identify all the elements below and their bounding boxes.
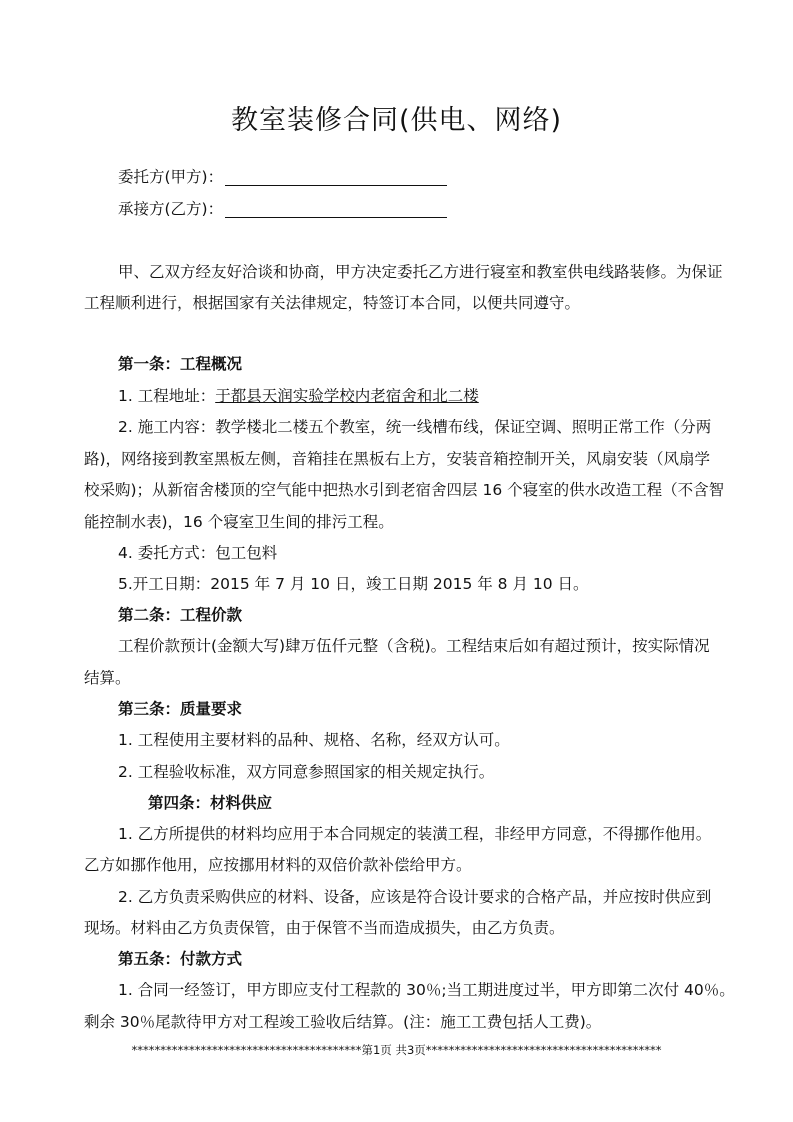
quality-line-1: 1. 工程使用主要材料的品种、规格、名称，经双方认可。	[118, 731, 510, 749]
contractor-blank-field[interactable]	[225, 202, 447, 218]
address-line	[118, 384, 479, 406]
dates-line: 5.开工日期：2015 年 7 月 10 日，竣工日期 2015 年 8 月 10 日。	[118, 575, 589, 593]
contract-title: 教室装修合同(供电、网络)	[230, 105, 563, 136]
footer-stars-right: *****************************************	[425, 1043, 662, 1057]
price-line-1: 工程价款预计(金额大写)肆万伍仟元整（含税)。工程结束后如有超过预计，按实际情况	[118, 637, 710, 655]
intro-line-1: 甲、乙双方经友好洽谈和协商，甲方决定委托乙方进行寝室和教室供电线路装修。为保证	[118, 263, 723, 281]
entrust-line: 4. 委托方式：包工包料	[118, 544, 278, 562]
article1-heading: 第一条：工程概况	[118, 355, 243, 373]
article5-heading: 第五条：付款方式	[118, 950, 243, 968]
supply-p2-line-1: 2. 乙方负责采购供应的材料、设备，应该是符合设计要求的合格产品，并应按时供应到	[118, 888, 712, 906]
address-label: 1. 工程地址：	[118, 387, 216, 405]
address-value: 于都县天润实验学校内老宿舍和北二楼	[215, 387, 479, 405]
price-line-2: 结算。	[84, 669, 131, 687]
client-label: 委托方(甲方)：	[118, 168, 224, 186]
quality-line-2: 2. 工程验收标准，双方同意参照国家的相关规定执行。	[118, 763, 495, 781]
article4-heading: 第四条：材料供应	[148, 794, 273, 812]
intro-line-2: 工程顺利进行，根据国家有关法律规定，特签订本合同，以便共同遵守。	[84, 294, 581, 312]
supply-p2-line-2: 现场。材料由乙方负责保管，由于保管不当而造成损失，由乙方负责。	[84, 919, 565, 937]
contractor-label: 承接方(乙方)：	[118, 200, 224, 218]
footer-stars-left: ****************************************	[131, 1043, 362, 1057]
content-line-4: 能控制水表)，16 个寝室卫生间的排污工程。	[84, 513, 394, 531]
article3-heading: 第三条：质量要求	[118, 700, 243, 718]
payment-line-2: 剩余 30％尾款待甲方对工程竣工验收后结算。(注：施工工费包括人工费)。	[84, 1013, 602, 1031]
article2-heading: 第二条：工程价款	[118, 606, 243, 624]
client-party-line	[118, 165, 447, 187]
supply-p1-line-2: 乙方如挪作他用，应按挪用材料的双倍价款补偿给甲方。	[84, 856, 472, 874]
content-line-1: 2. 施工内容：教学楼北二楼五个教室，统一线槽布线，保证空调、照明正常工作（分两	[118, 418, 712, 436]
client-blank-field[interactable]	[225, 170, 447, 186]
content-line-2: 路)，网络接到教室黑板左侧，音箱挂在黑板右上方，安装音箱控制开关，风扇安装（风扇学	[84, 450, 711, 468]
page-number: 第1页 共3页	[361, 1043, 426, 1057]
payment-line-1: 1. 合同一经签订，甲方即应支付工程款的 30％;当工期进度过半，甲方即第二次付 40％。	[118, 981, 735, 999]
contractor-party-line	[118, 197, 447, 219]
supply-p1-line-1: 1. 乙方所提供的材料均应用于本合同规定的装潢工程，非经甲方同意，不得挪作他用。	[118, 825, 712, 843]
content-line-3: 校采购)；从新宿舍楼顶的空气能中把热水引到老宿舍四层 16 个寝室的供水改造工程（不含智	[84, 481, 725, 499]
page-footer	[0, 1042, 793, 1058]
